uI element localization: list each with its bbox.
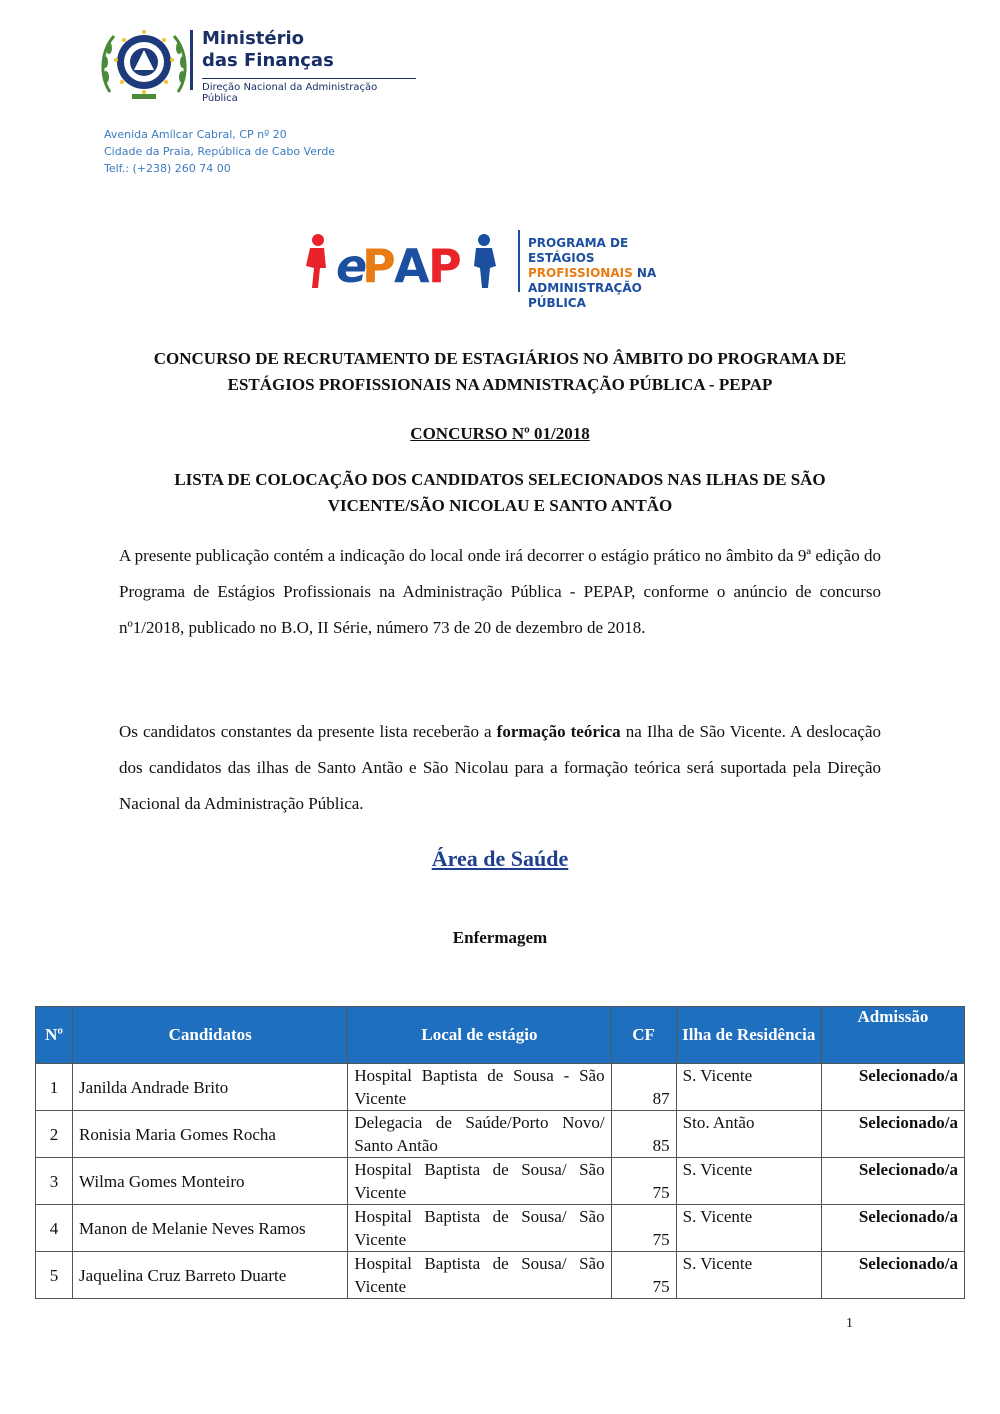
training-text-start: Os candidatos constantes da presente lista receberão a bbox=[119, 722, 497, 741]
list-title-line2: VICENTE/SÃO NICOLAU E SANTO ANTÃO bbox=[327, 496, 673, 515]
pepap-line2 bbox=[528, 266, 676, 281]
residence-island: Sto. Antão bbox=[676, 1111, 821, 1158]
training-text-end: na Ilha de São Vicente. A deslocação dos candidatos das ilhas de Santo Antão e São Nicolau para a formação teórica será suportada pela Direção Nacional da Administração Pública. bbox=[119, 722, 881, 813]
cabo-verde-seal-icon bbox=[96, 22, 192, 106]
row-number: 4 bbox=[36, 1205, 73, 1252]
row-number: 3 bbox=[36, 1158, 73, 1205]
candidate-name: Janilda Andrade Brito bbox=[73, 1064, 348, 1111]
svg-text:A: A bbox=[394, 239, 430, 293]
address-block bbox=[104, 126, 335, 177]
header-number: Nº bbox=[36, 1007, 73, 1064]
cf-score: 85 bbox=[611, 1111, 676, 1158]
concurso-number: CONCURSO Nº 01/2018 bbox=[410, 424, 590, 443]
admission-status: Selecionado/a bbox=[821, 1111, 964, 1158]
row-number: 2 bbox=[36, 1111, 73, 1158]
header-cf: CF bbox=[611, 1007, 676, 1064]
svg-text:P: P bbox=[362, 239, 396, 293]
header-location: Local de estágio bbox=[348, 1007, 611, 1064]
ministry-department: Direção Nacional da Administração Pública bbox=[202, 78, 416, 104]
address-phone: Telf.: (+238) 260 74 00 bbox=[104, 162, 231, 175]
pepap-divider bbox=[518, 230, 520, 292]
table-row bbox=[36, 1252, 965, 1299]
list-title-line1: LISTA DE COLOCAÇÃO DOS CANDIDATOS SELECIONADOS NAS ILHAS DE SÃO bbox=[174, 470, 826, 489]
internship-location: Hospital Baptista de Sousa - São Vicente bbox=[348, 1064, 611, 1111]
intro-paragraph: A presente publicação contém a indicação do local onde irá decorrer o estágio prático no âmbito da 9ª edição do Programa de Estágios Profissionais na Administração Pública - PEPAP, conforme o anúncio de concurso nº1/2018, publicado no B.O, II Série, número 73 de 20 de dezembro de 2018. bbox=[119, 546, 881, 637]
candidate-name: Jaquelina Cruz Barreto Duarte bbox=[73, 1252, 348, 1299]
cf-score: 87 bbox=[611, 1064, 676, 1111]
address-line: Avenida Amílcar Cabral, CP nº 20 bbox=[104, 128, 287, 141]
internship-location: Delegacia de Saúde/Porto Novo/ Santo Antão bbox=[348, 1111, 611, 1158]
residence-island: S. Vicente bbox=[676, 1205, 821, 1252]
internship-location: Hospital Baptista de Sousa/ São Vicente bbox=[348, 1205, 611, 1252]
cf-score: 75 bbox=[611, 1158, 676, 1205]
pepap-logo bbox=[296, 226, 676, 310]
header-candidates: Candidatos bbox=[73, 1007, 348, 1064]
area-title: Área de Saúde bbox=[431, 846, 569, 871]
list-title bbox=[110, 467, 890, 519]
table-row bbox=[36, 1064, 965, 1111]
divider bbox=[190, 30, 193, 90]
residence-island: S. Vicente bbox=[676, 1158, 821, 1205]
ministry-name-line2: das Finanças bbox=[202, 50, 334, 71]
table-row bbox=[36, 1205, 965, 1252]
residence-island: S. Vicente bbox=[676, 1252, 821, 1299]
admission-status: Selecionado/a bbox=[821, 1205, 964, 1252]
ministry-name bbox=[202, 28, 334, 72]
row-number: 5 bbox=[36, 1252, 73, 1299]
training-text-bold: formação teórica bbox=[496, 722, 621, 741]
header-admission: Admissão bbox=[821, 1007, 964, 1064]
table-header-row bbox=[36, 1007, 965, 1064]
pepap-line2a: PROFISSIONAIS bbox=[528, 266, 633, 280]
title-line1: CONCURSO DE RECRUTAMENTO DE ESTAGIÁRIOS NO ÂMBITO DO PROGRAMA DE bbox=[153, 349, 847, 368]
table-row bbox=[36, 1111, 965, 1158]
candidate-name: Ronisia Maria Gomes Rocha bbox=[73, 1111, 348, 1158]
subheading: Enfermagem bbox=[452, 928, 548, 947]
header-island: Ilha de Residência bbox=[676, 1007, 821, 1064]
ministry-header bbox=[96, 22, 456, 112]
internship-location: Hospital Baptista de Sousa/ São Vicente bbox=[348, 1252, 611, 1299]
cf-score: 75 bbox=[611, 1252, 676, 1299]
cf-score: 75 bbox=[611, 1205, 676, 1252]
pepap-wordmark-icon bbox=[296, 226, 518, 296]
ministry-name-line1: Ministério bbox=[202, 28, 305, 49]
table-row bbox=[36, 1158, 965, 1205]
page-number-value: 1 bbox=[846, 1316, 853, 1331]
candidate-name: Wilma Gomes Monteiro bbox=[73, 1158, 348, 1205]
pepap-line2b: NA bbox=[632, 266, 657, 280]
residence-island: S. Vicente bbox=[676, 1064, 821, 1111]
svg-text:P: P bbox=[428, 239, 462, 293]
admission-status: Selecionado/a bbox=[821, 1158, 964, 1205]
admission-status: Selecionado/a bbox=[821, 1252, 964, 1299]
title-line2: ESTÁGIOS PROFISSIONAIS NA ADMNISTRAÇÃO PÚBLICA - PEPAP bbox=[227, 375, 773, 394]
row-number: 1 bbox=[36, 1064, 73, 1111]
document-title bbox=[110, 346, 890, 398]
svg-text:e: e bbox=[336, 239, 368, 293]
internship-location: Hospital Baptista de Sousa/ São Vicente bbox=[348, 1158, 611, 1205]
admission-status: Selecionado/a bbox=[821, 1064, 964, 1111]
pepap-line1: PROGRAMA DE ESTÁGIOS bbox=[528, 236, 629, 265]
candidate-name: Manon de Melanie Neves Ramos bbox=[73, 1205, 348, 1252]
training-paragraph bbox=[119, 714, 881, 822]
candidates-table bbox=[35, 1006, 965, 1299]
address-city: Cidade da Praia, República de Cabo Verde bbox=[104, 145, 336, 158]
pepap-line3: ADMINISTRAÇÃO PÚBLICA bbox=[528, 281, 642, 310]
pepap-program-name bbox=[528, 236, 676, 311]
